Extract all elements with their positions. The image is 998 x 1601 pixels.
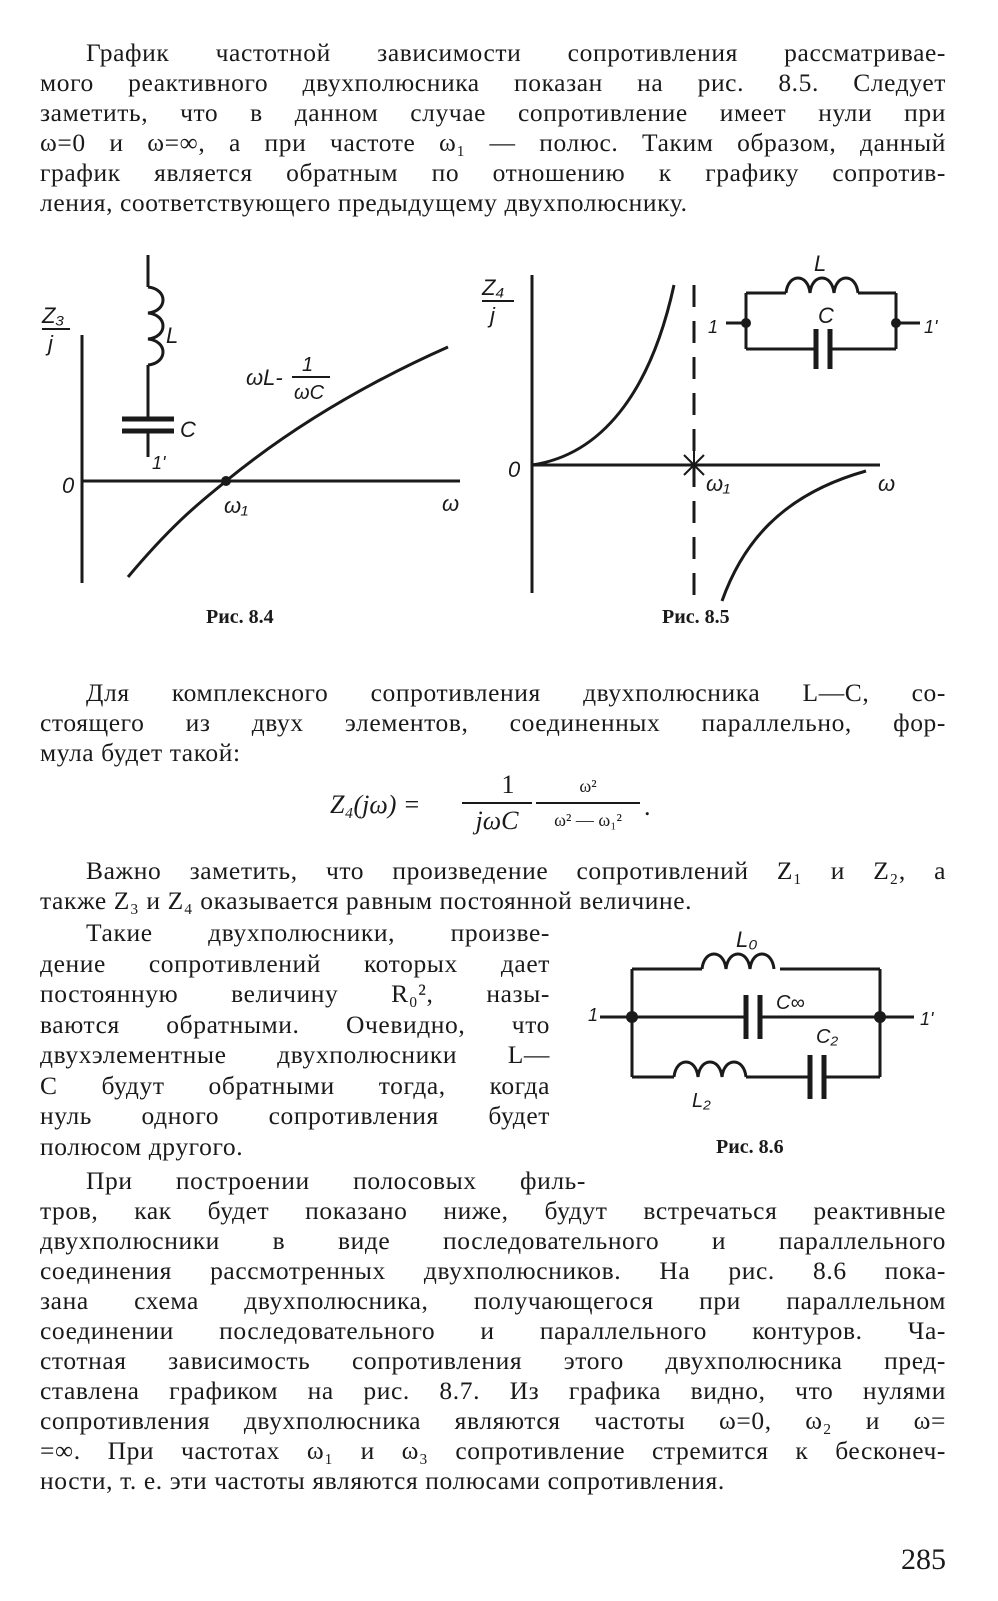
caption-8-4: Рис. 8.4 <box>206 606 274 628</box>
text-line: мого реактивного двухполюсника показан на рис. 8.5. Следует <box>40 68 946 97</box>
text-line: ваются обратными. Очевидно, что <box>40 1009 550 1039</box>
l2-label: L₂ <box>692 1090 711 1112</box>
inductor-label: L <box>814 251 827 276</box>
text-line: ности, т. е. эти частоты являются полюсами сопротивления. <box>40 1466 725 1495</box>
inductor-icon <box>786 278 858 293</box>
paragraph-1 <box>40 38 946 218</box>
zero-point <box>221 476 231 486</box>
x-axis-label: ω <box>442 491 460 516</box>
y-label-bottom: j <box>490 303 495 328</box>
text-line: ставлена графиком на рис. 8.7. Из графика видно, что нулями <box>40 1376 946 1405</box>
text-line: дение сопротивлений которых дает <box>40 948 550 978</box>
formula-frac2-num: ω² <box>579 776 597 796</box>
y-label-top: Z₃ <box>42 303 65 328</box>
capacitor-label: C <box>180 417 196 442</box>
text-line: заметить, что в данном случае сопротивление имеет нули при <box>40 98 946 127</box>
text-line: соединения рассмотренных двухполюсников. На рис. 8.6 пока- <box>40 1256 946 1285</box>
terminal-right-label: 1' <box>924 317 938 337</box>
terminal-label: 1' <box>152 453 166 473</box>
zero-label: ω₁ <box>224 493 249 518</box>
text-line: соединении последовательного и параллельного контуров. Ча- <box>40 1316 946 1345</box>
c2-label: C₂ <box>816 1026 839 1048</box>
caption-8-5: Рис. 8.5 <box>662 606 730 628</box>
paragraph-5 <box>40 1166 946 1496</box>
text-line: двухполюсники в виде последовательного и параллельного <box>40 1226 946 1255</box>
y-label-bottom: j <box>48 331 53 356</box>
figure-8-5 <box>480 245 950 605</box>
text-line: мула будет такой: <box>40 738 241 767</box>
paragraph-3 <box>40 856 946 916</box>
figure-8-6 <box>580 925 960 1125</box>
curve-label-den: ωC <box>294 382 325 404</box>
inductor-icon <box>148 287 163 365</box>
text-line: полюсом другого. <box>40 1131 244 1161</box>
origin-label: 0 <box>62 473 75 498</box>
origin-label: 0 <box>508 457 521 482</box>
text-line: График частотной зависимости сопротивления рассматривае- <box>86 38 946 67</box>
terminal-left-label: 1 <box>708 317 719 337</box>
formula-frac1-den: jωC <box>475 806 519 835</box>
l0-label: L₀ <box>736 927 758 952</box>
text-line: ления, соответствующего предыдущему двухполюснику. <box>40 188 688 217</box>
curve-label-num: 1 <box>302 354 314 376</box>
text-line: При построении полосовых филь- <box>86 1166 586 1195</box>
page-number: 285 <box>901 1543 946 1576</box>
x-axis-label: ω <box>878 471 896 496</box>
fraction-bar <box>462 802 532 804</box>
paragraph-2 <box>40 678 946 768</box>
text-line: нуль одного сопротивления будет <box>40 1101 550 1130</box>
text-line: C будут обратными тогда, когда <box>40 1070 550 1100</box>
text-line: Для комплексного сопротивления двухполюсника L—C, со- <box>86 678 946 707</box>
caption-8-6: Рис. 8.6 <box>716 1136 784 1158</box>
paragraph-4 <box>40 918 550 1162</box>
curve-omegaL <box>128 347 448 577</box>
inductor-label: L <box>166 323 179 348</box>
text-line: тров, как будет показано ниже, будут встречаться реактивные <box>40 1196 946 1225</box>
curve-label: ωL- <box>246 365 283 390</box>
text-line: стотная зависимость сопротивления этого двухполюсника пред- <box>40 1346 946 1375</box>
text-line: =∞. При частотах ω₁ и ω₃ сопротивление стремится к бесконеч- <box>40 1436 946 1465</box>
text-line: также Z₃ и Z₄ оказывается равным постоянной величине. <box>40 886 693 915</box>
pole-label: ω₁ <box>706 471 731 496</box>
text-line: постоянную величину R₀², назы- <box>40 979 550 1008</box>
curve-right-branch <box>722 471 866 601</box>
text-line: двухэлементные двухполюсники L— <box>40 1040 550 1069</box>
terminal-right-label: 1' <box>920 1009 934 1029</box>
text-line: зана схема двухполюсника, получающегося при параллельном <box>40 1286 946 1315</box>
curve-left-branch <box>532 285 674 465</box>
figure-8-4 <box>40 245 480 645</box>
text-line: Важно заметить, что произведение сопротивлений Z₁ и Z₂, а <box>86 856 946 885</box>
formula-lhs: Z₄(jω) = <box>330 790 421 819</box>
inductor-l2-icon <box>674 1062 746 1077</box>
formula-tail: . <box>644 792 651 821</box>
text-line: график является обратным по отношению к графику сопротив- <box>40 158 946 187</box>
formula-frac2-den: ω² — ω₁² <box>554 810 622 830</box>
y-label-top: Z₄ <box>482 275 505 300</box>
text-line: сопротивления двухполюсника являются частоты ω=0, ω₂ и ω= <box>40 1406 946 1435</box>
capacitor-label: C <box>818 303 834 328</box>
text-line: ω=0 и ω=∞, а при частоте ω₁ — полюс. Таким образом, данный <box>40 128 946 157</box>
terminal-left-label: 1 <box>588 1005 599 1025</box>
fraction-bar <box>536 802 640 804</box>
cinf-label: C∞ <box>776 992 805 1014</box>
text-line: стоящего из двух элементов, соединенных параллельно, фор- <box>40 708 946 737</box>
inductor-l0-icon <box>702 954 774 969</box>
formula-frac1-num: 1 <box>501 770 515 799</box>
text-line: Такие двухполюсники, произве- <box>86 918 550 947</box>
